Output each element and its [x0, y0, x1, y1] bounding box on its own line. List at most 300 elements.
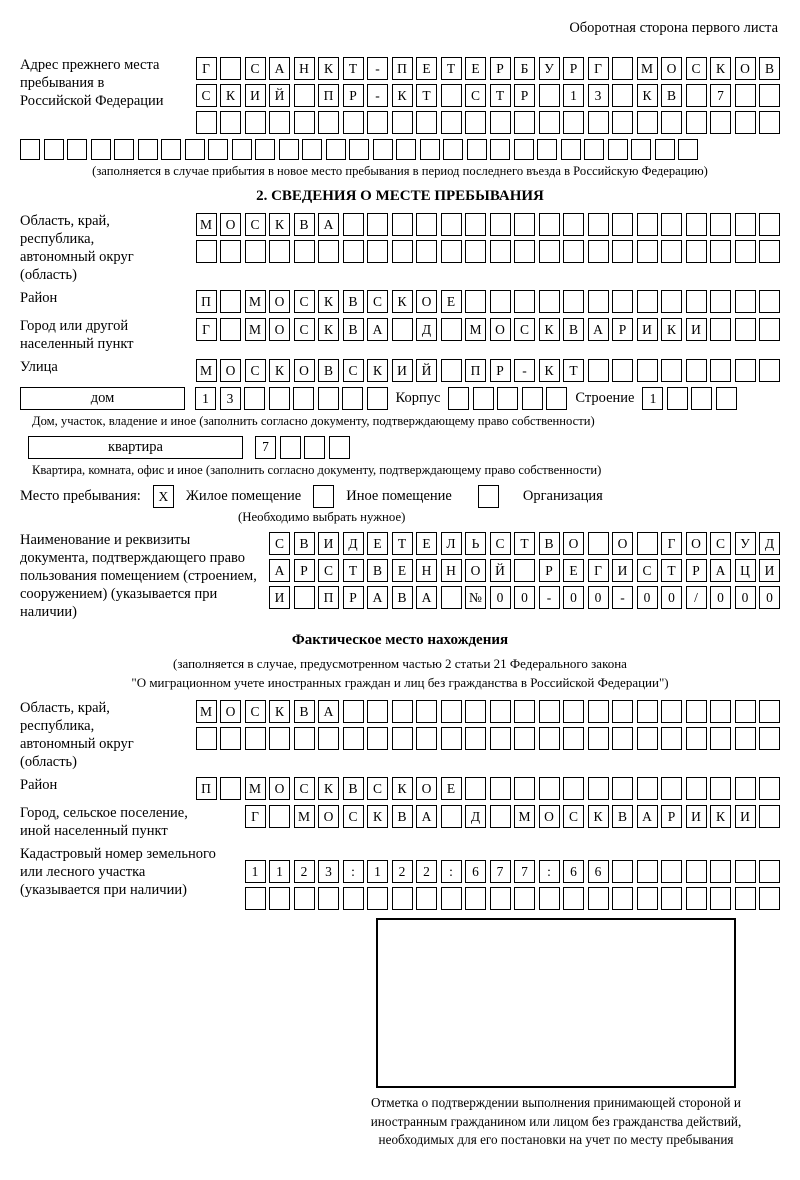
- char-box[interactable]: [367, 387, 388, 410]
- char-box[interactable]: [539, 727, 560, 750]
- char-box[interactable]: Г: [588, 57, 609, 80]
- char-box[interactable]: [294, 111, 315, 134]
- char-box[interactable]: [691, 387, 712, 410]
- char-box[interactable]: [514, 139, 534, 160]
- char-box[interactable]: [245, 240, 266, 263]
- char-box[interactable]: [686, 240, 707, 263]
- char-box[interactable]: 0: [637, 586, 658, 609]
- char-box[interactable]: М: [196, 213, 217, 236]
- char-box[interactable]: О: [220, 213, 241, 236]
- char-box[interactable]: А: [318, 213, 339, 236]
- char-box[interactable]: А: [367, 586, 388, 609]
- char-box[interactable]: [318, 387, 339, 410]
- char-box[interactable]: [661, 111, 682, 134]
- char-box[interactable]: [686, 84, 707, 107]
- char-box[interactable]: О: [220, 700, 241, 723]
- char-box[interactable]: 2: [392, 860, 413, 883]
- char-box[interactable]: Н: [441, 559, 462, 582]
- char-box[interactable]: В: [294, 532, 315, 555]
- char-box[interactable]: 3: [220, 387, 241, 410]
- char-box[interactable]: С: [490, 532, 511, 555]
- char-box[interactable]: [514, 290, 535, 313]
- char-box[interactable]: [539, 240, 560, 263]
- char-box[interactable]: [196, 240, 217, 263]
- char-box[interactable]: 7: [490, 860, 511, 883]
- confirmation-stamp-box[interactable]: [376, 918, 736, 1088]
- char-box[interactable]: [710, 777, 731, 800]
- char-box[interactable]: С: [318, 559, 339, 582]
- char-box[interactable]: О: [416, 290, 437, 313]
- char-box[interactable]: [280, 436, 301, 459]
- char-box[interactable]: [710, 290, 731, 313]
- char-box[interactable]: 2: [416, 860, 437, 883]
- char-box[interactable]: 0: [514, 586, 535, 609]
- char-box[interactable]: К: [269, 700, 290, 723]
- char-box[interactable]: [561, 139, 581, 160]
- char-box[interactable]: Ь: [465, 532, 486, 555]
- char-box[interactable]: -: [539, 586, 560, 609]
- char-box[interactable]: [637, 213, 658, 236]
- char-box[interactable]: К: [637, 84, 658, 107]
- char-box[interactable]: К: [367, 805, 388, 828]
- char-box[interactable]: В: [539, 532, 560, 555]
- char-box[interactable]: О: [686, 532, 707, 555]
- char-box[interactable]: [735, 213, 756, 236]
- char-box[interactable]: [759, 777, 780, 800]
- char-box[interactable]: А: [416, 586, 437, 609]
- char-box[interactable]: И: [245, 84, 266, 107]
- char-box[interactable]: [735, 318, 756, 341]
- char-box[interactable]: Г: [196, 57, 217, 80]
- char-box[interactable]: 1: [269, 860, 290, 883]
- char-box[interactable]: К: [539, 318, 560, 341]
- char-box[interactable]: [735, 860, 756, 883]
- char-box[interactable]: [686, 777, 707, 800]
- char-box[interactable]: [465, 700, 486, 723]
- char-box[interactable]: И: [318, 532, 339, 555]
- char-box[interactable]: [612, 84, 633, 107]
- char-box[interactable]: [637, 777, 658, 800]
- char-box[interactable]: Р: [490, 57, 511, 80]
- char-box[interactable]: Г: [661, 532, 682, 555]
- char-box[interactable]: [637, 700, 658, 723]
- char-box[interactable]: С: [367, 777, 388, 800]
- char-box[interactable]: [490, 139, 510, 160]
- char-box[interactable]: [514, 213, 535, 236]
- char-box[interactable]: [735, 290, 756, 313]
- char-box[interactable]: К: [392, 84, 413, 107]
- char-box[interactable]: Р: [343, 586, 364, 609]
- char-box[interactable]: /: [686, 586, 707, 609]
- char-box[interactable]: [220, 240, 241, 263]
- char-box[interactable]: [563, 111, 584, 134]
- char-box[interactable]: С: [514, 318, 535, 341]
- char-box[interactable]: [735, 727, 756, 750]
- char-box[interactable]: [637, 727, 658, 750]
- char-box[interactable]: Е: [367, 532, 388, 555]
- char-box[interactable]: К: [318, 318, 339, 341]
- char-box[interactable]: [318, 887, 339, 910]
- char-box[interactable]: М: [637, 57, 658, 80]
- char-box[interactable]: [588, 111, 609, 134]
- char-box[interactable]: О: [220, 359, 241, 382]
- char-box[interactable]: [367, 240, 388, 263]
- char-box[interactable]: [637, 887, 658, 910]
- char-box[interactable]: [392, 213, 413, 236]
- char-box[interactable]: [759, 359, 780, 382]
- char-box[interactable]: [279, 139, 299, 160]
- char-box[interactable]: А: [710, 559, 731, 582]
- char-box[interactable]: М: [245, 318, 266, 341]
- char-box[interactable]: [563, 700, 584, 723]
- char-box[interactable]: К: [269, 213, 290, 236]
- char-box[interactable]: Г: [588, 559, 609, 582]
- char-box[interactable]: [416, 887, 437, 910]
- char-box[interactable]: [710, 111, 731, 134]
- char-box[interactable]: [686, 700, 707, 723]
- char-box[interactable]: В: [367, 559, 388, 582]
- char-box[interactable]: Р: [539, 559, 560, 582]
- char-box[interactable]: 0: [710, 586, 731, 609]
- char-box[interactable]: [759, 805, 780, 828]
- char-box[interactable]: [710, 213, 731, 236]
- char-box[interactable]: 6: [588, 860, 609, 883]
- char-box[interactable]: И: [392, 359, 413, 382]
- char-box[interactable]: А: [269, 57, 290, 80]
- char-box[interactable]: [245, 887, 266, 910]
- char-box[interactable]: [465, 213, 486, 236]
- char-box[interactable]: [588, 727, 609, 750]
- char-box[interactable]: К: [318, 57, 339, 80]
- char-box[interactable]: [220, 57, 241, 80]
- char-box[interactable]: [661, 290, 682, 313]
- char-box[interactable]: К: [661, 318, 682, 341]
- char-box[interactable]: [294, 586, 315, 609]
- char-box[interactable]: [612, 290, 633, 313]
- char-box[interactable]: А: [269, 559, 290, 582]
- char-box[interactable]: Р: [294, 559, 315, 582]
- char-box[interactable]: [244, 387, 265, 410]
- char-box[interactable]: [367, 727, 388, 750]
- char-box[interactable]: [716, 387, 737, 410]
- char-box[interactable]: 0: [563, 586, 584, 609]
- char-box[interactable]: Т: [661, 559, 682, 582]
- char-box[interactable]: [710, 240, 731, 263]
- char-box[interactable]: [514, 240, 535, 263]
- char-box[interactable]: [416, 727, 437, 750]
- char-box[interactable]: [588, 240, 609, 263]
- char-box[interactable]: А: [416, 805, 437, 828]
- char-box[interactable]: [661, 860, 682, 883]
- char-box[interactable]: А: [367, 318, 388, 341]
- char-box[interactable]: [293, 387, 314, 410]
- char-box[interactable]: М: [514, 805, 535, 828]
- char-box[interactable]: [588, 887, 609, 910]
- char-box[interactable]: С: [245, 57, 266, 80]
- char-box[interactable]: -: [367, 84, 388, 107]
- char-box[interactable]: [514, 559, 535, 582]
- char-box[interactable]: Г: [196, 318, 217, 341]
- char-box[interactable]: [220, 111, 241, 134]
- char-box[interactable]: [245, 111, 266, 134]
- char-box[interactable]: [343, 887, 364, 910]
- char-box[interactable]: 3: [588, 84, 609, 107]
- char-box[interactable]: [161, 139, 181, 160]
- char-box[interactable]: [759, 700, 780, 723]
- char-box[interactable]: [686, 727, 707, 750]
- char-box[interactable]: [373, 139, 393, 160]
- char-box[interactable]: [441, 240, 462, 263]
- char-box[interactable]: Р: [514, 84, 535, 107]
- char-box[interactable]: [465, 290, 486, 313]
- char-box[interactable]: Д: [416, 318, 437, 341]
- char-box[interactable]: [522, 387, 543, 410]
- char-box[interactable]: Т: [490, 84, 511, 107]
- char-box[interactable]: [392, 727, 413, 750]
- char-box[interactable]: И: [759, 559, 780, 582]
- char-box[interactable]: К: [710, 805, 731, 828]
- char-box[interactable]: С: [269, 532, 290, 555]
- checkbox-residential[interactable]: X: [153, 485, 174, 508]
- char-box[interactable]: 0: [759, 586, 780, 609]
- char-box[interactable]: [612, 777, 633, 800]
- char-box[interactable]: [269, 240, 290, 263]
- checkbox-organization[interactable]: [478, 485, 499, 508]
- char-box[interactable]: [514, 887, 535, 910]
- char-box[interactable]: И: [686, 318, 707, 341]
- char-box[interactable]: О: [735, 57, 756, 80]
- char-box[interactable]: [245, 727, 266, 750]
- char-box[interactable]: В: [343, 318, 364, 341]
- char-box[interactable]: [686, 290, 707, 313]
- char-box[interactable]: [759, 111, 780, 134]
- char-box[interactable]: [67, 139, 87, 160]
- char-box[interactable]: [612, 57, 633, 80]
- char-box[interactable]: М: [196, 700, 217, 723]
- char-box[interactable]: [588, 532, 609, 555]
- char-box[interactable]: [710, 359, 731, 382]
- char-box[interactable]: [490, 111, 511, 134]
- char-box[interactable]: В: [343, 290, 364, 313]
- char-box[interactable]: [588, 359, 609, 382]
- char-box[interactable]: [563, 240, 584, 263]
- char-box[interactable]: 1: [367, 860, 388, 883]
- char-box[interactable]: [114, 139, 134, 160]
- char-box[interactable]: [637, 532, 658, 555]
- char-box[interactable]: :: [441, 860, 462, 883]
- char-box[interactable]: [612, 727, 633, 750]
- char-box[interactable]: О: [563, 532, 584, 555]
- char-box[interactable]: [367, 213, 388, 236]
- char-box[interactable]: С: [294, 290, 315, 313]
- char-box[interactable]: [343, 213, 364, 236]
- char-box[interactable]: [208, 139, 228, 160]
- char-box[interactable]: [467, 139, 487, 160]
- char-box[interactable]: [537, 139, 557, 160]
- char-box[interactable]: [294, 727, 315, 750]
- char-box[interactable]: [497, 387, 518, 410]
- char-box[interactable]: В: [392, 586, 413, 609]
- char-box[interactable]: [759, 887, 780, 910]
- char-box[interactable]: [220, 318, 241, 341]
- char-box[interactable]: О: [465, 559, 486, 582]
- char-box[interactable]: [441, 359, 462, 382]
- char-box[interactable]: [710, 700, 731, 723]
- char-box[interactable]: [661, 359, 682, 382]
- char-box[interactable]: [710, 727, 731, 750]
- char-box[interactable]: [441, 213, 462, 236]
- char-box[interactable]: П: [196, 290, 217, 313]
- char-box[interactable]: [735, 700, 756, 723]
- char-box[interactable]: [514, 727, 535, 750]
- char-box[interactable]: 1: [563, 84, 584, 107]
- char-box[interactable]: [612, 111, 633, 134]
- char-box[interactable]: О: [318, 805, 339, 828]
- char-box[interactable]: [678, 139, 698, 160]
- char-box[interactable]: В: [318, 359, 339, 382]
- char-box[interactable]: О: [539, 805, 560, 828]
- char-box[interactable]: О: [294, 359, 315, 382]
- char-box[interactable]: В: [661, 84, 682, 107]
- char-box[interactable]: [588, 213, 609, 236]
- char-box[interactable]: [563, 290, 584, 313]
- char-box[interactable]: [637, 359, 658, 382]
- char-box[interactable]: [546, 387, 567, 410]
- char-box[interactable]: Й: [416, 359, 437, 382]
- char-box[interactable]: [514, 777, 535, 800]
- char-box[interactable]: Е: [465, 57, 486, 80]
- char-box[interactable]: [631, 139, 651, 160]
- char-box[interactable]: Й: [490, 559, 511, 582]
- char-box[interactable]: [367, 700, 388, 723]
- char-box[interactable]: [490, 887, 511, 910]
- char-box[interactable]: С: [294, 777, 315, 800]
- char-box[interactable]: [612, 213, 633, 236]
- char-box[interactable]: [326, 139, 346, 160]
- char-box[interactable]: [735, 777, 756, 800]
- char-box[interactable]: [441, 727, 462, 750]
- char-box[interactable]: [612, 359, 633, 382]
- char-box[interactable]: [269, 805, 290, 828]
- char-box[interactable]: С: [343, 805, 364, 828]
- char-box[interactable]: [539, 111, 560, 134]
- char-box[interactable]: [637, 290, 658, 313]
- char-box[interactable]: К: [539, 359, 560, 382]
- char-box[interactable]: [735, 240, 756, 263]
- char-box[interactable]: [759, 290, 780, 313]
- char-box[interactable]: Ц: [735, 559, 756, 582]
- char-box[interactable]: [563, 777, 584, 800]
- char-box[interactable]: 1: [195, 387, 216, 410]
- char-box[interactable]: Р: [661, 805, 682, 828]
- char-box[interactable]: Д: [343, 532, 364, 555]
- char-box[interactable]: [710, 318, 731, 341]
- char-box[interactable]: Е: [563, 559, 584, 582]
- char-box[interactable]: [342, 387, 363, 410]
- char-box[interactable]: [138, 139, 158, 160]
- char-box[interactable]: Е: [416, 57, 437, 80]
- char-box[interactable]: Т: [416, 84, 437, 107]
- char-box[interactable]: [392, 887, 413, 910]
- char-box[interactable]: П: [318, 586, 339, 609]
- char-box[interactable]: П: [465, 359, 486, 382]
- char-box[interactable]: :: [343, 860, 364, 883]
- char-box[interactable]: У: [539, 57, 560, 80]
- char-box[interactable]: О: [612, 532, 633, 555]
- char-box[interactable]: Р: [612, 318, 633, 341]
- char-box[interactable]: [686, 887, 707, 910]
- char-box[interactable]: [661, 700, 682, 723]
- char-box[interactable]: А: [318, 700, 339, 723]
- char-box[interactable]: К: [318, 777, 339, 800]
- char-box[interactable]: П: [392, 57, 413, 80]
- char-box[interactable]: [661, 240, 682, 263]
- char-box[interactable]: [612, 700, 633, 723]
- char-box[interactable]: [759, 84, 780, 107]
- char-box[interactable]: [392, 700, 413, 723]
- char-box[interactable]: [392, 318, 413, 341]
- char-box[interactable]: [232, 139, 252, 160]
- char-box[interactable]: Т: [514, 532, 535, 555]
- char-box[interactable]: О: [269, 318, 290, 341]
- char-box[interactable]: М: [294, 805, 315, 828]
- char-box[interactable]: [304, 436, 325, 459]
- char-box[interactable]: А: [588, 318, 609, 341]
- char-box[interactable]: Д: [465, 805, 486, 828]
- char-box[interactable]: [255, 139, 275, 160]
- char-box[interactable]: С: [563, 805, 584, 828]
- char-box[interactable]: К: [367, 359, 388, 382]
- char-box[interactable]: [612, 240, 633, 263]
- char-box[interactable]: 1: [642, 387, 663, 410]
- char-box[interactable]: К: [588, 805, 609, 828]
- char-box[interactable]: [539, 213, 560, 236]
- char-box[interactable]: [637, 240, 658, 263]
- char-box[interactable]: [441, 586, 462, 609]
- char-box[interactable]: [269, 111, 290, 134]
- char-box[interactable]: [349, 139, 369, 160]
- char-box[interactable]: [735, 359, 756, 382]
- char-box[interactable]: 0: [490, 586, 511, 609]
- house-type-box[interactable]: дом: [20, 387, 185, 410]
- char-box[interactable]: [367, 111, 388, 134]
- char-box[interactable]: [661, 887, 682, 910]
- char-box[interactable]: С: [196, 84, 217, 107]
- char-box[interactable]: [490, 805, 511, 828]
- char-box[interactable]: [441, 700, 462, 723]
- char-box[interactable]: С: [245, 700, 266, 723]
- char-box[interactable]: 3: [318, 860, 339, 883]
- char-box[interactable]: [416, 700, 437, 723]
- char-box[interactable]: [220, 777, 241, 800]
- char-box[interactable]: К: [710, 57, 731, 80]
- char-box[interactable]: [759, 318, 780, 341]
- char-box[interactable]: С: [465, 84, 486, 107]
- char-box[interactable]: [465, 240, 486, 263]
- char-box[interactable]: Р: [686, 559, 707, 582]
- char-box[interactable]: [588, 700, 609, 723]
- char-box[interactable]: [367, 887, 388, 910]
- char-box[interactable]: [710, 860, 731, 883]
- char-box[interactable]: [735, 887, 756, 910]
- char-box[interactable]: 6: [465, 860, 486, 883]
- char-box[interactable]: 7: [514, 860, 535, 883]
- char-box[interactable]: К: [392, 290, 413, 313]
- char-box[interactable]: [392, 240, 413, 263]
- char-box[interactable]: [416, 213, 437, 236]
- char-box[interactable]: [465, 887, 486, 910]
- char-box[interactable]: Е: [441, 290, 462, 313]
